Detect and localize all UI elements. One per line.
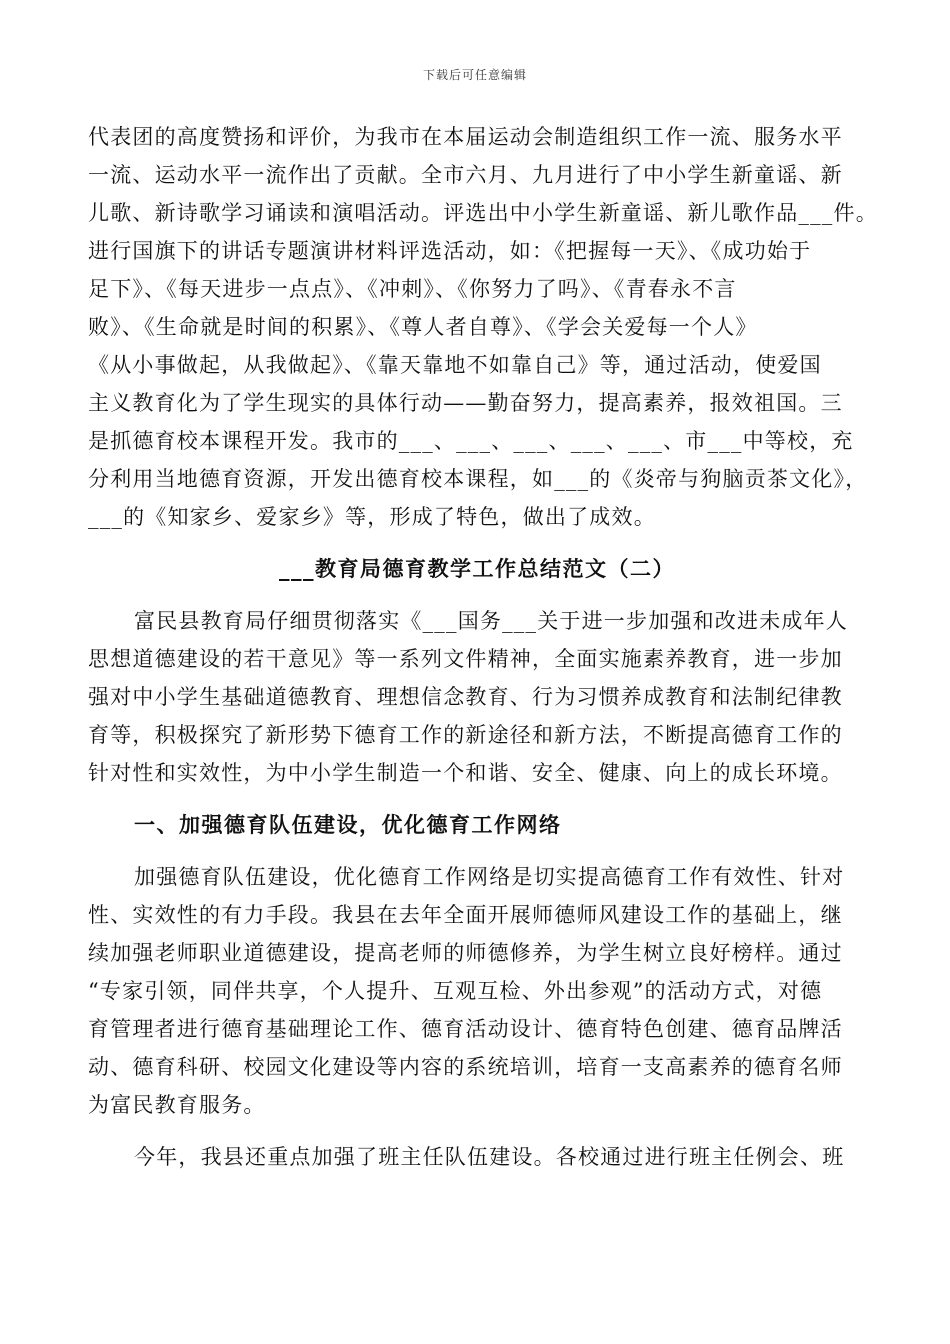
text-line: 为富民教育服务。 bbox=[88, 1093, 266, 1117]
text-line: 育等，积极探究了新形势下德育工作的新途径和新方法，不断提高德育工作的 bbox=[88, 723, 843, 747]
section-heading: 一、加强德育队伍建设，优化德育工作网络 bbox=[134, 812, 562, 837]
text-line: 续加强老师职业道德建设，提高老师的师德修养，为学生树立良好榜样。通过 bbox=[88, 941, 843, 965]
paragraph-1 bbox=[88, 118, 878, 536]
paragraph-2 bbox=[88, 602, 866, 792]
paragraph-4 bbox=[88, 1138, 866, 1176]
document-body bbox=[88, 118, 878, 1176]
text-line: 针对性和实效性，为中小学生制造一个和谐、安全、健康、向上的成长环境。 bbox=[88, 761, 843, 785]
text-line: 代表团的高度赞扬和评价，为我市在本届运动会制造组织工作一流、服务水平 bbox=[88, 125, 843, 149]
text-line: 足下》、《每天进步一点点》、《冲刺》、《你努力了吗》、《青春永不言 bbox=[88, 277, 737, 301]
text-line: 主义教育化为了学生现实的具体行动——勤奋努力，提高素养，报效祖国。三 bbox=[88, 391, 843, 415]
text-line: 是抓德育校本课程开发。我市的___、___、___、___、___、市___中等校，充 bbox=[88, 429, 854, 453]
text-line: 动、德育科研、校园文化建设等内容的系统培训，培育一支高素养的德育名师 bbox=[88, 1055, 843, 1079]
text-line: 今年，我县还重点加强了班主任队伍建设。各校通过进行班主任例会、班 bbox=[134, 1145, 845, 1169]
text-line: 分利用当地德育资源，开发出德育校本课程，如___的《炎帝与狗脑贡茶文化》， bbox=[88, 467, 868, 491]
text-line: 儿歌、新诗歌学习诵读和演唱活动。评选出中小学生新童谣、新儿歌作品___件。 bbox=[88, 201, 878, 225]
section-title: ___教育局德育教学工作总结范文（二） bbox=[279, 556, 675, 581]
text-line: 加强德育队伍建设，优化德育工作网络是切实提高德育工作有效性、针对 bbox=[134, 865, 845, 889]
text-line: 思想道德建设的若干意见》等一系列文件精神，全面实施素养教育，进一步加 bbox=[88, 647, 843, 671]
text-line: 强对中小学生基础道德教育、理想信念教育、行为习惯养成教育和法制纪律教 bbox=[88, 685, 843, 709]
text-line: “专家引领，同伴共享，个人提升、互观互检、外出参观”的活动方式，对德 bbox=[88, 979, 823, 1003]
text-line: 育管理者进行德育基础理论工作、德育活动设计、德育特色创建、德育品牌活 bbox=[88, 1017, 843, 1041]
text-line: 《从小事做起，从我做起》、《靠天靠地不如靠自己》等，通过活动，使爱国 bbox=[88, 353, 822, 377]
text-line: 败》、《生命就是时间的积累》、《尊人者自尊》、《学会关爱每一个人》 bbox=[88, 315, 758, 339]
text-line: 进行国旗下的讲话专题演讲材料评选活动，如：《把握每一天》、《成功始于 bbox=[88, 239, 812, 263]
page-header: 下载后可任意编辑 bbox=[422, 68, 527, 82]
text-line: 富民县教育局仔细贯彻落实《___国务___关于进一步加强和改进未成年人 bbox=[134, 609, 848, 633]
text-line: 性、实效性的有力手段。我县在去年全面开展师德师风建设工作的基础上，继 bbox=[88, 903, 843, 927]
text-line: ___的《知家乡、爱家乡》等，形成了特色，做出了成效。 bbox=[88, 505, 656, 529]
paragraph-3 bbox=[88, 858, 866, 1124]
text-line: 一流、运动水平一流作出了贡献。全市六月、九月进行了中小学生新童谣、新 bbox=[88, 163, 843, 187]
